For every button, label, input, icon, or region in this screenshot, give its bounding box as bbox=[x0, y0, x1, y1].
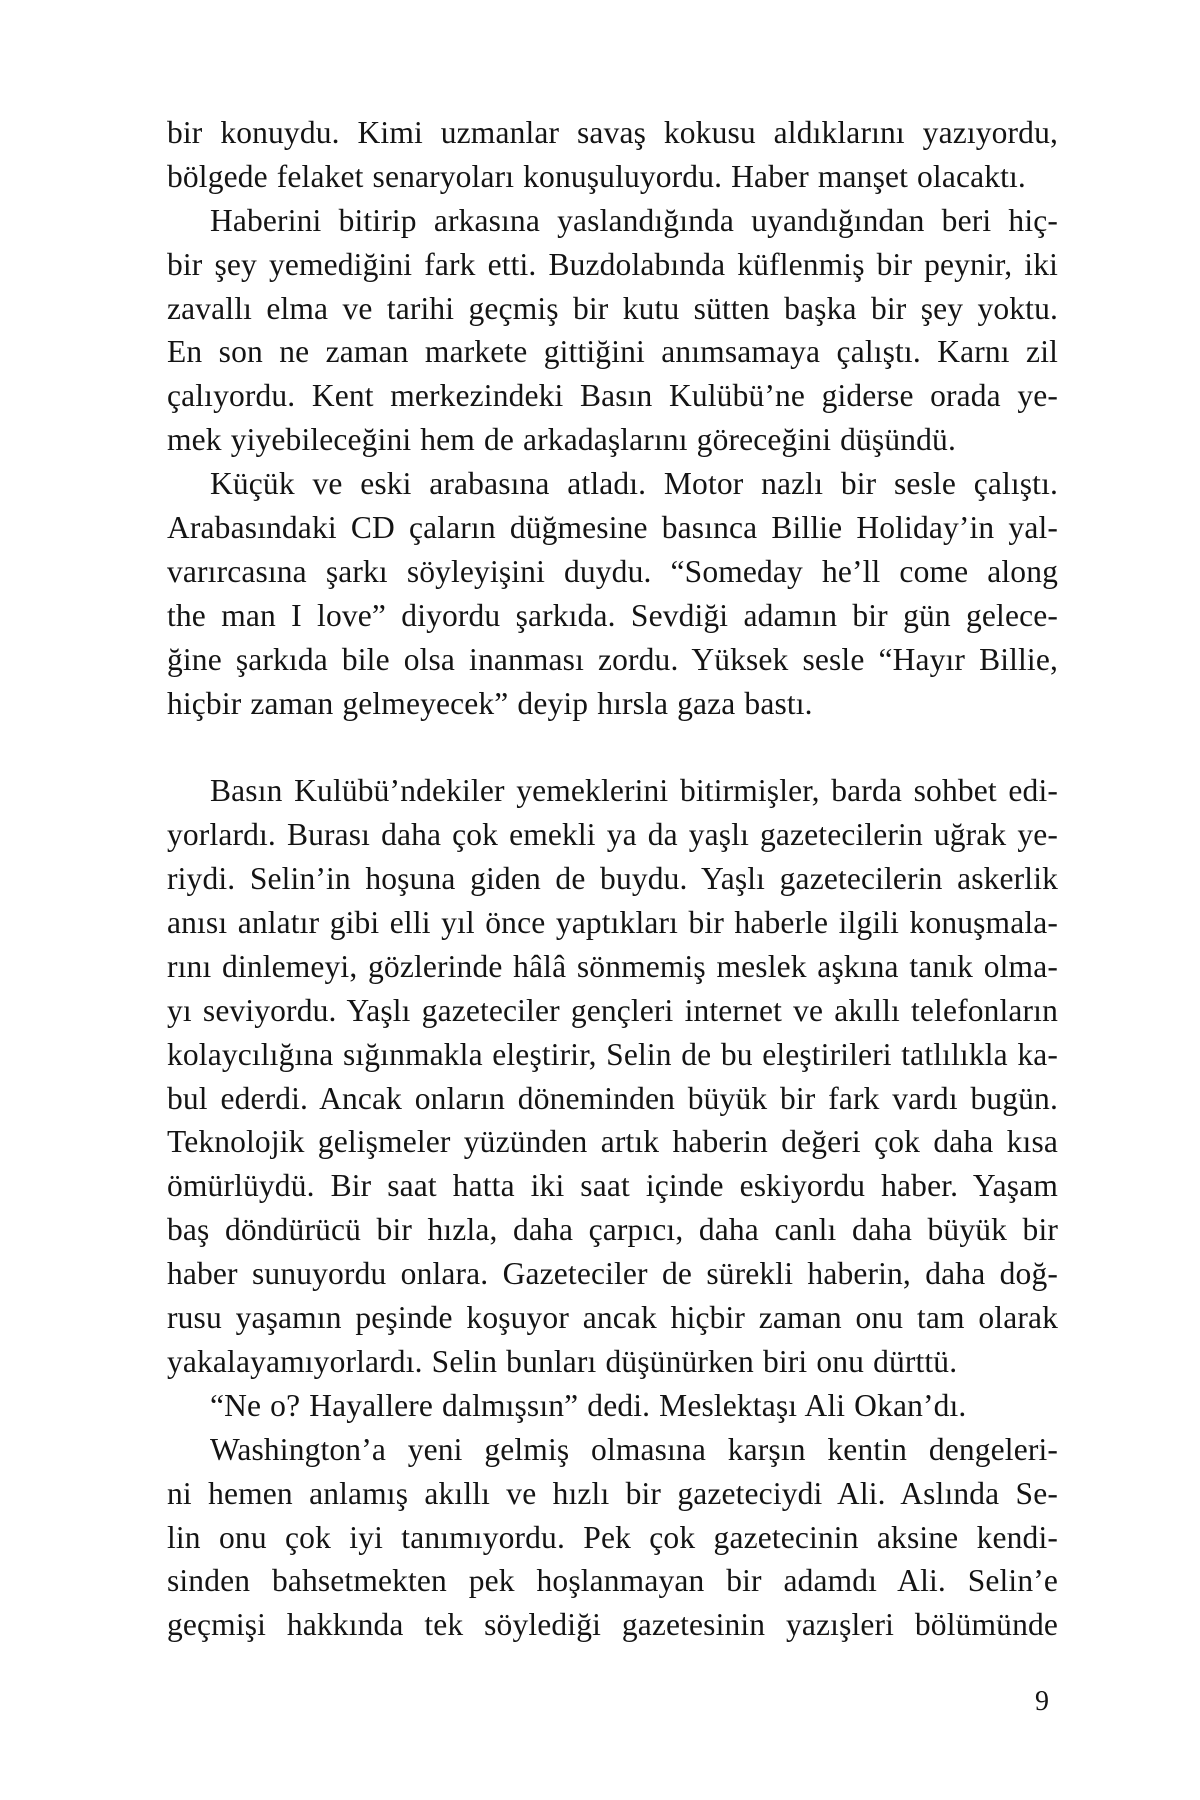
text-line: hiçbir zaman gelmeyecek” deyip hırsla gaza bastı. bbox=[167, 685, 813, 721]
text-line: En son ne zaman markete gittiğini anımsamaya çalıştı. Karnı zil bbox=[167, 334, 1058, 370]
text-line: varırcasına şarkı söyleyişini duydu. “Someday he’ll come along bbox=[167, 553, 1058, 589]
text-line: mek yiyebileceğini hem de arkadaşlarını göreceğini düşündü. bbox=[167, 422, 956, 458]
text-line: ömürlüydü. Bir saat hatta iki saat içinde eskiyordu haber. Yaşam bbox=[167, 1168, 1058, 1204]
text-line: sinden bahsetmekten pek hoşlanmayan bir adamdı Ali. Selin’e bbox=[167, 1563, 1058, 1599]
text-line: yorlardı. Burası daha çok emekli ya da yaşlı gazetecilerin uğrak ye- bbox=[167, 817, 1058, 853]
text-line: anısı anlatır gibi elli yıl önce yaptıkları bir haberle ilgili konuşmala- bbox=[167, 905, 1058, 941]
text-line: rusu yaşamın peşinde koşuyor ancak hiçbir zaman onu tam olarak bbox=[167, 1300, 1058, 1336]
text-line: the man I love” diyordu şarkıda. Sevdiği adamın bir gün gelece- bbox=[167, 597, 1058, 633]
text-line: “Ne o? Hayallere dalmışsın” dedi. Meslektaşı Ali Okan’dı. bbox=[210, 1387, 967, 1423]
text-line: bir şey yemediğini fark etti. Buzdolabında küflenmiş bir peynir, iki bbox=[167, 246, 1058, 282]
text-line: rını dinlemeyi, gözlerinde hâlâ sönmemiş meslek aşkına tanık olma- bbox=[167, 948, 1058, 984]
text-line: çalıyordu. Kent merkezindeki Basın Kulübü’ne giderse orada ye- bbox=[167, 378, 1058, 414]
text-line: Haberini bitirip arkasına yaslandığında uyandığından beri hiç- bbox=[210, 202, 1058, 238]
body-text bbox=[167, 111, 1058, 1647]
text-line: bölgede felaket senaryoları konuşuluyordu. Haber manşet olacaktı. bbox=[167, 158, 1026, 194]
text-line: riydi. Selin’in hoşuna giden de buydu. Yaşlı gazetecilerin askerlik bbox=[167, 861, 1058, 897]
text-line: geçmişi hakkında tek söylediği gazetesinin yazışleri bölümünde bbox=[167, 1607, 1058, 1643]
text-line: kolaycılığına sığınmakla eleştirir, Selin de bu eleştirileri tatlılıkla ka- bbox=[167, 1036, 1058, 1072]
text-line: Teknolojik gelişmeler yüzünden artık haberin değeri çok daha kısa bbox=[167, 1124, 1058, 1160]
text-line: lin onu çok iyi tanımıyordu. Pek çok gazetecinin aksine kendi- bbox=[167, 1519, 1058, 1555]
page-number: 9 bbox=[1035, 1686, 1049, 1717]
text-line: bul ederdi. Ancak onların döneminden büyük bir fark vardı bugün. bbox=[167, 1080, 1058, 1116]
text-line: Küçük ve eski arabasına atladı. Motor nazlı bir sesle çalıştı. bbox=[210, 466, 1058, 502]
text-line: yakalayamıyorlardı. Selin bunları düşünürken biri onu dürttü. bbox=[167, 1343, 958, 1379]
text-line: haber sunuyordu onlara. Gazeteciler de sürekli haberin, daha doğ- bbox=[167, 1256, 1058, 1292]
text-line: ni hemen anlamış akıllı ve hızlı bir gazeteciydi Ali. Aslında Se- bbox=[167, 1475, 1058, 1511]
text-line: Washington’a yeni gelmiş olmasına karşın kentin dengeleri- bbox=[210, 1431, 1058, 1467]
text-line: bir konuydu. Kimi uzmanlar savaş kokusu aldıklarını yazıyordu, bbox=[167, 115, 1058, 150]
text-line: zavallı elma ve tarihi geçmiş bir kutu sütten başka bir şey yoktu. bbox=[167, 290, 1058, 326]
text-line: baş döndürücü bir hızla, daha çarpıcı, daha canlı daha büyük bir bbox=[167, 1212, 1058, 1248]
text-line: Arabasındaki CD çaların düğmesine basınca Billie Holiday’in yal- bbox=[167, 510, 1058, 546]
text-line: ğine şarkıda bile olsa inanması zordu. Yüksek sesle “Hayır Billie, bbox=[167, 641, 1058, 677]
text-line: yı seviyordu. Yaşlı gazeteciler gençleri internet ve akıllı telefonların bbox=[167, 992, 1058, 1028]
section-break bbox=[167, 725, 1058, 769]
text-line: Basın Kulübü’ndekiler yemeklerini bitirmişler, barda sohbet edi- bbox=[210, 773, 1058, 809]
